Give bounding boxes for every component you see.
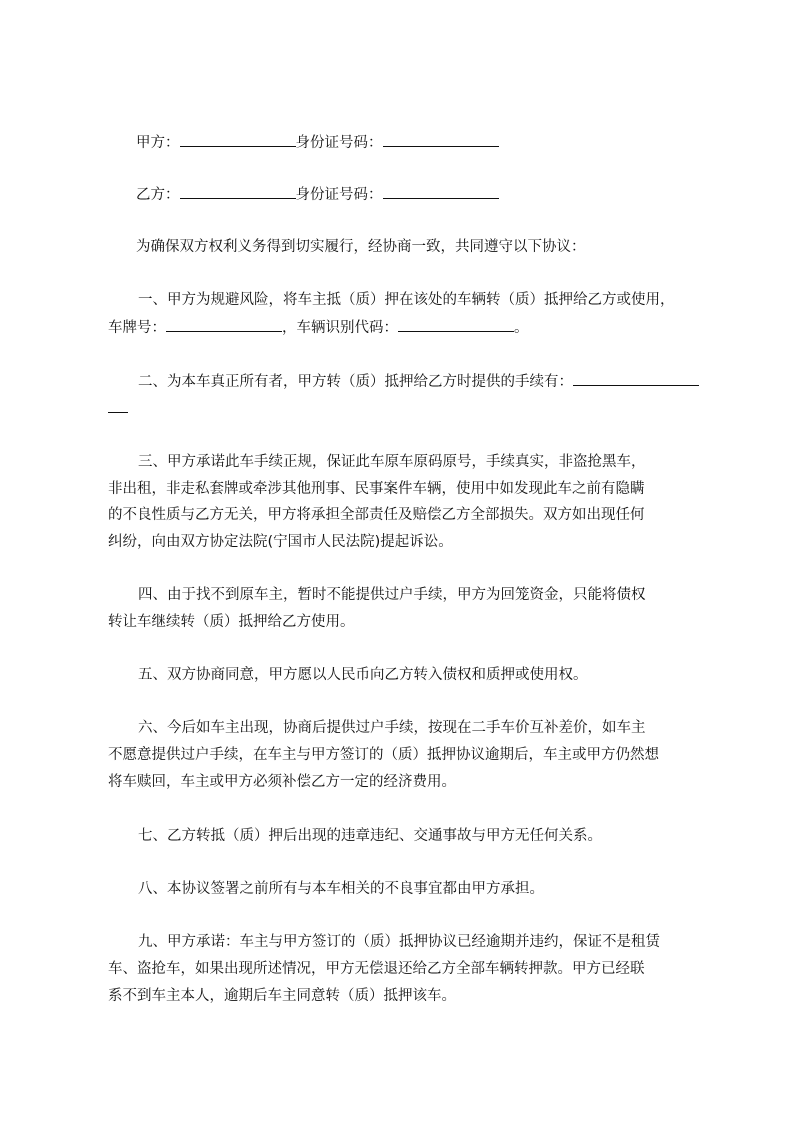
- party-a-name-blank: [180, 132, 296, 147]
- clause9-line1: 九、甲方承诺：车主与甲方签订的（质）抵押协议已经逾期并违约，保证不是租赁: [138, 934, 660, 950]
- party-b-label: 乙方：: [136, 187, 180, 203]
- clause2-line1: [108, 371, 738, 392]
- party-b-id-label: 身份证号码：: [295, 187, 383, 203]
- party-a-label: 甲方：: [136, 135, 180, 151]
- clause3-line4: 纠纷，向由双方协定法院(宁国市人民法院)提起诉讼。: [108, 534, 453, 550]
- clause2-line2: [108, 398, 708, 419]
- clause4-line2: 转让车继续转（质）抵押给乙方使用。: [108, 614, 355, 630]
- party-b-id-blank: [383, 184, 499, 199]
- clause6-line3: 将车赎回，车主或甲方必须补偿乙方一定的经济费用。: [108, 774, 456, 790]
- clause4-line1: 四、由于找不到原车主，暂时不能提供过户手续，甲方为回笼资金，只能将债权: [138, 587, 646, 603]
- vin-label: ，车辆识别代码：: [282, 320, 398, 336]
- clause1-end: 。: [514, 320, 529, 336]
- intro-paragraph: 为确保双方权利义务得到切实履行，经协商一致，共同遵守以下协议：: [136, 239, 586, 255]
- party-a-id-blank: [383, 132, 499, 147]
- clause9-line2: 车、盗抢车，如果出现所述情况，甲方无偿退还给乙方全部车辆转押款。甲方已经联: [108, 961, 645, 977]
- plate-blank: [166, 317, 282, 332]
- clause5-line1: 五、双方协商同意，甲方愿以人民币向乙方转入债权和质押或使用权。: [138, 667, 588, 683]
- party-a-line: [108, 132, 736, 153]
- clause6-line1: 六、今后如车主出现，协商后提供过户手续，按现在二手车价互补差价，如车主: [138, 720, 646, 736]
- clause2-text: 二、为本车真正所有者，甲方转（质）抵押给乙方时提供的手续有：: [138, 374, 573, 390]
- clause3-line1: 三、甲方承诺此车手续正规，保证此车原车原码原号，手续真实，非盗抢黑车，: [138, 454, 646, 470]
- clause1-line2: [108, 317, 708, 338]
- clause6-line2: 不愿意提供过户手续，在车主与甲方签订的（质）抵押协议逾期后，车主或甲方仍然想: [108, 747, 659, 763]
- clause3-line3: 的不良性质与乙方无关，甲方将承担全部责任及赔偿乙方全部损失。双方如出现任何: [108, 507, 645, 523]
- plate-label: 车牌号：: [108, 320, 166, 336]
- party-a-id-label: 身份证号码：: [295, 135, 383, 151]
- clause9-line3: 系不到车主本人，逾期后车主同意转（质）抵押该车。: [108, 988, 456, 1004]
- clause2-blank: [573, 371, 699, 386]
- clause8-line1: 八、本协议签署之前所有与本车相关的不良事宜都由甲方承担。: [138, 881, 544, 897]
- party-b-name-blank: [180, 184, 296, 199]
- clause2-blank-cont: [108, 398, 128, 413]
- clause3-line2: 非出租，非走私套牌或牵涉其他刑事、民事案件车辆，使用中如发现此车之前有隐瞒: [108, 481, 645, 497]
- party-b-line: [108, 184, 736, 205]
- vin-blank: [398, 317, 514, 332]
- clause7-line1: 七、乙方转抵（质）押后出现的违章违纪、交通事故与甲方无任何关系。: [138, 828, 602, 844]
- clause1-line1: 一、甲方为规避风险，将车主抵（质）押在该处的车辆转（质）抵押给乙方或使用，: [138, 292, 675, 308]
